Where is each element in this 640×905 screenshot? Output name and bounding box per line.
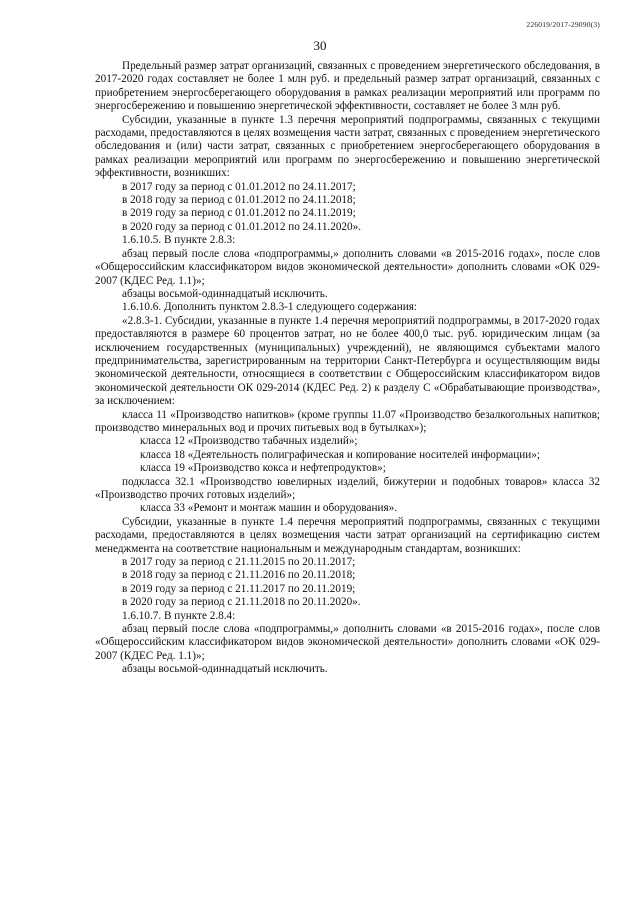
paragraph: класса 11 «Производство напитков» (кроме группы 11.07 «Производство безалкогольных напитков; производство минеральных вод и прочих питьевых вод в бутылках»);	[95, 408, 600, 434]
paragraph: в 2019 году за период с 01.01.2012 по 24.11.2019;	[122, 207, 356, 220]
paragraph: подкласса 32.1 «Производство ювелирных изделий, бижутерии и подобных товаров» класса 32 «Производство прочих готовых изделий»;	[95, 475, 600, 501]
paragraph: класса 19 «Производство кокса и нефтепродуктов»;	[140, 462, 386, 475]
paragraph: в 2017 году за период с 21.11.2015 по 20.11.2017;	[122, 556, 356, 569]
page-number: 30	[313, 38, 327, 53]
paragraph: класса 12 «Производство табачных изделий»;	[140, 435, 358, 448]
paragraph: Субсидии, указанные в пункте 1.3 перечня мероприятий подпрограммы, связанных с текущими расходами, предоставляются в целях возмещения части затрат, связанных с проведением энергетического обследования и (или) части затрат, связанных с приобретением энергосберегающего оборудования в рамках реализации мероприятий или программ по энергосбережению и повышению энергетической эффективности, возникших:	[95, 113, 600, 180]
paragraph: 1.6.10.7. В пункте 2.8.4:	[122, 609, 236, 622]
paragraph: в 2019 году за период с 21.11.2017 по 20.11.2019;	[122, 582, 356, 595]
paragraph: абзац первый после слова «подпрограммы,» дополнить словами «в 2015-2016 годах», после слов «Общероссийским классификатором видов экономической деятельности» дополнить словами «ОК 029-2007 (КДЕС Ред. 1.1)»;	[95, 247, 600, 287]
paragraph: в 2018 году за период с 01.01.2012 по 24.11.2018;	[122, 194, 356, 207]
paragraph: абзацы восьмой-одиннадцатый исключить.	[122, 663, 328, 676]
document-id: 226019/2017-29090(3)	[526, 20, 600, 29]
paragraph: в 2018 году за период с 21.11.2016 по 20.11.2018;	[122, 569, 356, 582]
paragraph: «2.8.3-1. Субсидии, указанные в пункте 1.4 перечня мероприятий подпрограммы, в 2017-2020 годах предоставляются в размере 60 процентов затрат, но не более 400,0 тыс. руб. юридическим лицам (за исключением государственных (муниципальных) учреждений), не являющимся субъектами малого предпринимательства, зарегистрированным на территории Санкт-Петербурга и осуществляющим виды экономической деятельности, относящиеся в соответствии с Общероссийским классификатором видов экономической деятельности ОК 029-2014 (КДЕС Ред. 2) к разделу С «Обрабатывающие производства», за исключением:	[95, 314, 600, 408]
paragraph: абзацы восьмой-одиннадцатый исключить.	[122, 287, 328, 300]
paragraph: класса 33 «Ремонт и монтаж машин и оборудования».	[140, 502, 397, 515]
paragraph: в 2020 году за период с 21.11.2018 по 20.11.2020».	[122, 596, 361, 609]
paragraph: Субсидии, указанные в пункте 1.4 перечня мероприятий подпрограммы, связанных с текущими расходами, предоставляются в целях возмещения части затрат организаций на сертификацию систем менеджмента на соответствие национальным и международным стандартам, возникших:	[95, 515, 600, 555]
paragraph: класса 18 «Деятельность полиграфическая и копирование носителей информации»;	[140, 448, 540, 461]
document-body	[95, 60, 600, 677]
paragraph: абзац первый после слова «подпрограммы,» дополнить словами «в 2015-2016 годах», после слов «Общероссийским классификатором видов экономической деятельности» дополнить словами «ОК 029-2007 (КДЕС Ред. 1.1)»;	[95, 623, 600, 662]
paragraph: 1.6.10.5. В пункте 2.8.3:	[122, 234, 236, 247]
paragraph: в 2020 году за период с 01.01.2012 по 24.11.2020».	[122, 220, 361, 233]
paragraph: в 2017 году за период с 01.01.2012 по 24.11.2017;	[122, 180, 356, 193]
paragraph: Предельный размер затрат организаций, связанных с проведением энергетического обследования, в 2017-2020 годах составляет не более 1 млн руб. и предельный размер затрат организаций, связанных с приобретением энергосберегающего оборудования в рамках реализации мероприятий или программ по энергосбережению и повышению энергетической эффективности, составляет не более 3 млн руб.	[95, 60, 600, 113]
paragraph: 1.6.10.6. Дополнить пунктом 2.8.3-1 следующего содержания:	[122, 301, 418, 314]
